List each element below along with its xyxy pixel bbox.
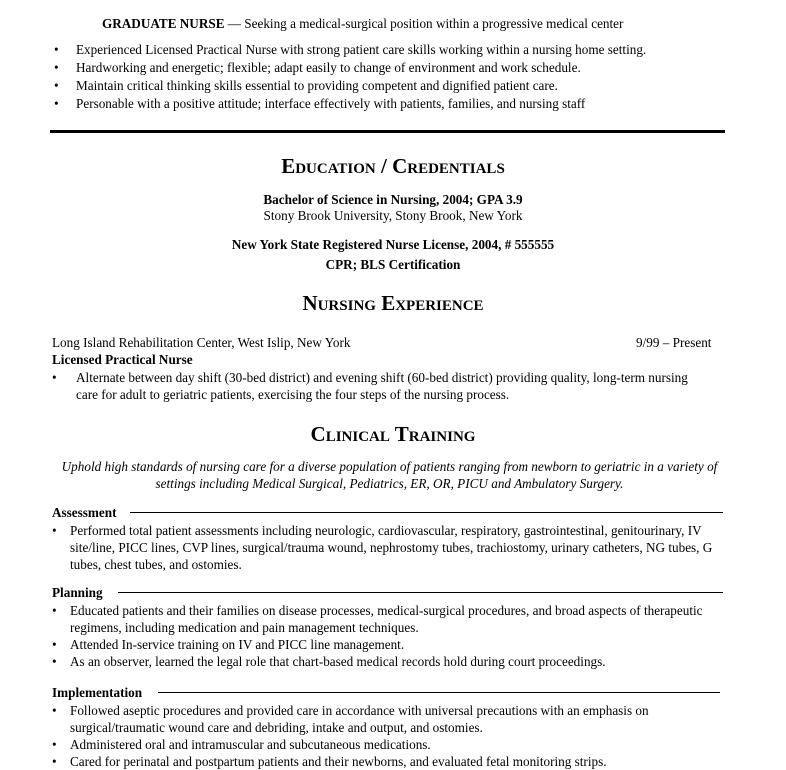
school: Stony Brook University, Stony Brook, New York bbox=[263, 208, 523, 223]
objective-heading: GRADUATE NURSE bbox=[102, 16, 225, 31]
degree: Bachelor of Science in Nursing, 2004; GPA 3.9 bbox=[263, 192, 523, 207]
objective-bullets bbox=[54, 41, 646, 113]
clinical-title: Clinical Training bbox=[310, 422, 476, 446]
education-title: Education / Credentials bbox=[281, 154, 505, 178]
list-item: • Administered oral and intramuscular and subcutaneous medications. bbox=[52, 736, 714, 753]
list-item: • Alternate between day shift (30-bed district) and evening shift (60-bed district) providing quality, long-term nursing care for adult to geriatric patients, exercising the four steps of the nursing process. bbox=[52, 369, 712, 403]
list-item: • Attended In-service training on IV and PICC line management. bbox=[52, 636, 714, 653]
job-title: Licensed Practical Nurse bbox=[52, 352, 193, 367]
planning-rule bbox=[118, 592, 723, 593]
section-divider bbox=[50, 130, 725, 133]
list-item: • Personable with a positive attitude; interface effectively with patients, families, and nursing staff bbox=[54, 95, 646, 113]
list-item: • Experienced Licensed Practical Nurse with strong patient care skills working within a nursing home setting. bbox=[54, 41, 646, 59]
objective-text: — Seeking a medical-surgical position within a progressive medical center bbox=[224, 16, 624, 31]
assessment-heading: Assessment bbox=[52, 505, 117, 520]
list-item: • Performed total patient assessments including neurologic, cardiovascular, respiratory, gastrointestinal, genitourinary, IV site/line, PICC lines, CVP lines, surgical/trauma wound, nephrostomy tubes, trachiostomy, urinary catheters, NG tubes, G tubes, chest tubes, and ostomies. bbox=[52, 522, 714, 573]
list-item: • As an observer, learned the legal role that chart-based medical records hold during court proceedings. bbox=[52, 653, 714, 670]
job-employer: Long Island Rehabilitation Center, West Islip, New York bbox=[52, 335, 351, 350]
implementation-heading: Implementation bbox=[52, 685, 143, 700]
planning-heading: Planning bbox=[52, 585, 103, 600]
list-item: • Hardworking and energetic; flexible; adapt easily to change of environment and work schedule. bbox=[54, 59, 646, 77]
implementation-bullets bbox=[52, 702, 714, 770]
implementation-rule bbox=[158, 692, 720, 693]
list-item: • Educated patients and their families on disease processes, medical-surgical procedures, and broad aspects of therapeutic regimens, including medication and pain management techniques. bbox=[52, 602, 714, 636]
list-item: • Cared for perinatal and postpartum patients and their newborns, and evaluated fetal monitoring strips. bbox=[52, 753, 714, 770]
list-item: • Followed aseptic procedures and provided care in accordance with universal precautions with an emphasis on surgical/traumatic wound care and debriding, intake and output, and ostomies. bbox=[52, 702, 714, 736]
assessment-rule bbox=[130, 512, 723, 513]
planning-bullets bbox=[52, 602, 714, 670]
clinical-intro: Uphold high standards of nursing care for a diverse population of patients ranging from newborn to geriatric in a variety of settings including Medical Surgical, Pediatrics, ER, OR, PICU and Ambulatory Surgery. bbox=[61, 459, 718, 491]
job-dates: 9/99 – Present bbox=[636, 335, 712, 350]
certification: CPR; BLS Certification bbox=[325, 257, 461, 272]
experience-title: Nursing Experience bbox=[302, 291, 484, 315]
list-item: • Maintain critical thinking skills essential to providing competent and dignified patient care. bbox=[54, 77, 646, 95]
license: New York State Registered Nurse License, 2004, # 555555 bbox=[231, 237, 555, 252]
job-bullets bbox=[52, 369, 712, 403]
objective-line bbox=[102, 15, 623, 32]
assessment-bullets bbox=[52, 522, 714, 573]
